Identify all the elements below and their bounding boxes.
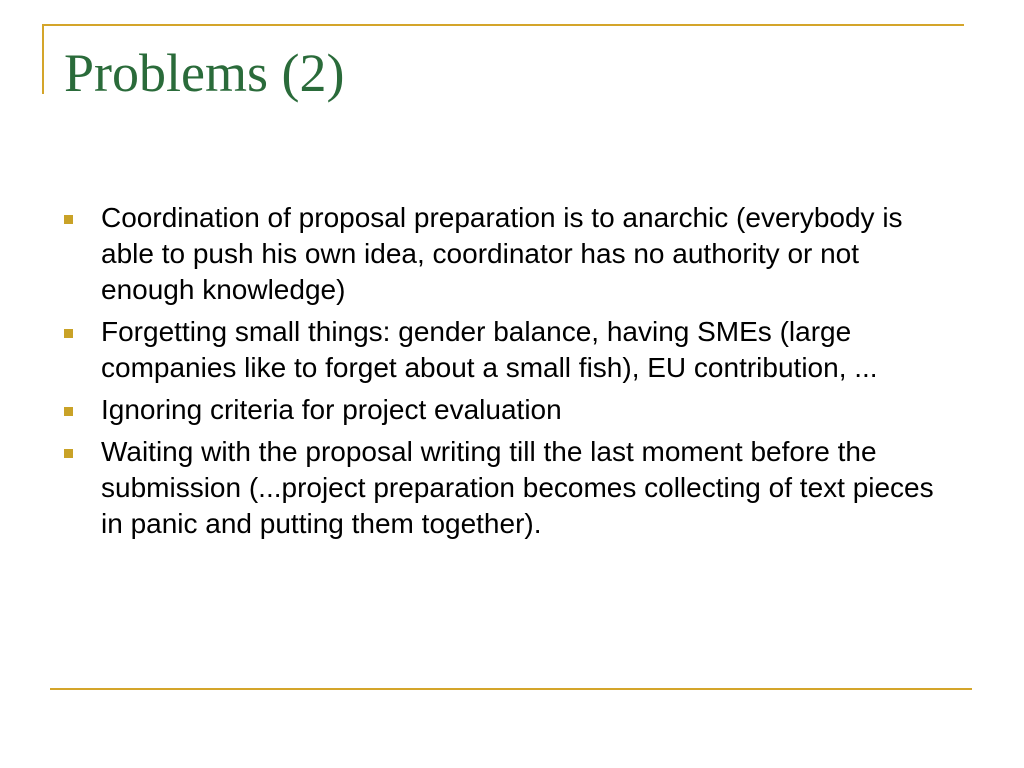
bullet-list xyxy=(64,200,934,548)
bullet-text: Coordination of proposal preparation is to anarchic (everybody is able to push his own idea, coordinator has no authority or not enough knowledge) xyxy=(101,202,903,305)
square-bullet-icon xyxy=(64,329,73,338)
bullet-text: Forgetting small things: gender balance, having SMEs (large companies like to forget about a small fish), EU contribution, ... xyxy=(101,316,878,383)
left-frame-line xyxy=(42,24,44,94)
bullet-item xyxy=(64,200,934,308)
bullet-text: Ignoring criteria for project evaluation xyxy=(101,394,562,425)
square-bullet-icon xyxy=(64,215,73,224)
bullet-text: Waiting with the proposal writing till the last moment before the submission (...project preparation becomes collecting of text pieces in panic and putting them together). xyxy=(101,436,934,539)
bullet-item xyxy=(64,434,934,542)
bullet-item xyxy=(64,392,934,428)
slide-title: Problems (2) xyxy=(64,43,345,103)
square-bullet-icon xyxy=(64,449,73,458)
bullet-item xyxy=(64,314,934,386)
top-frame-line xyxy=(42,24,964,26)
square-bullet-icon xyxy=(64,407,73,416)
bottom-divider-line xyxy=(50,688,972,690)
